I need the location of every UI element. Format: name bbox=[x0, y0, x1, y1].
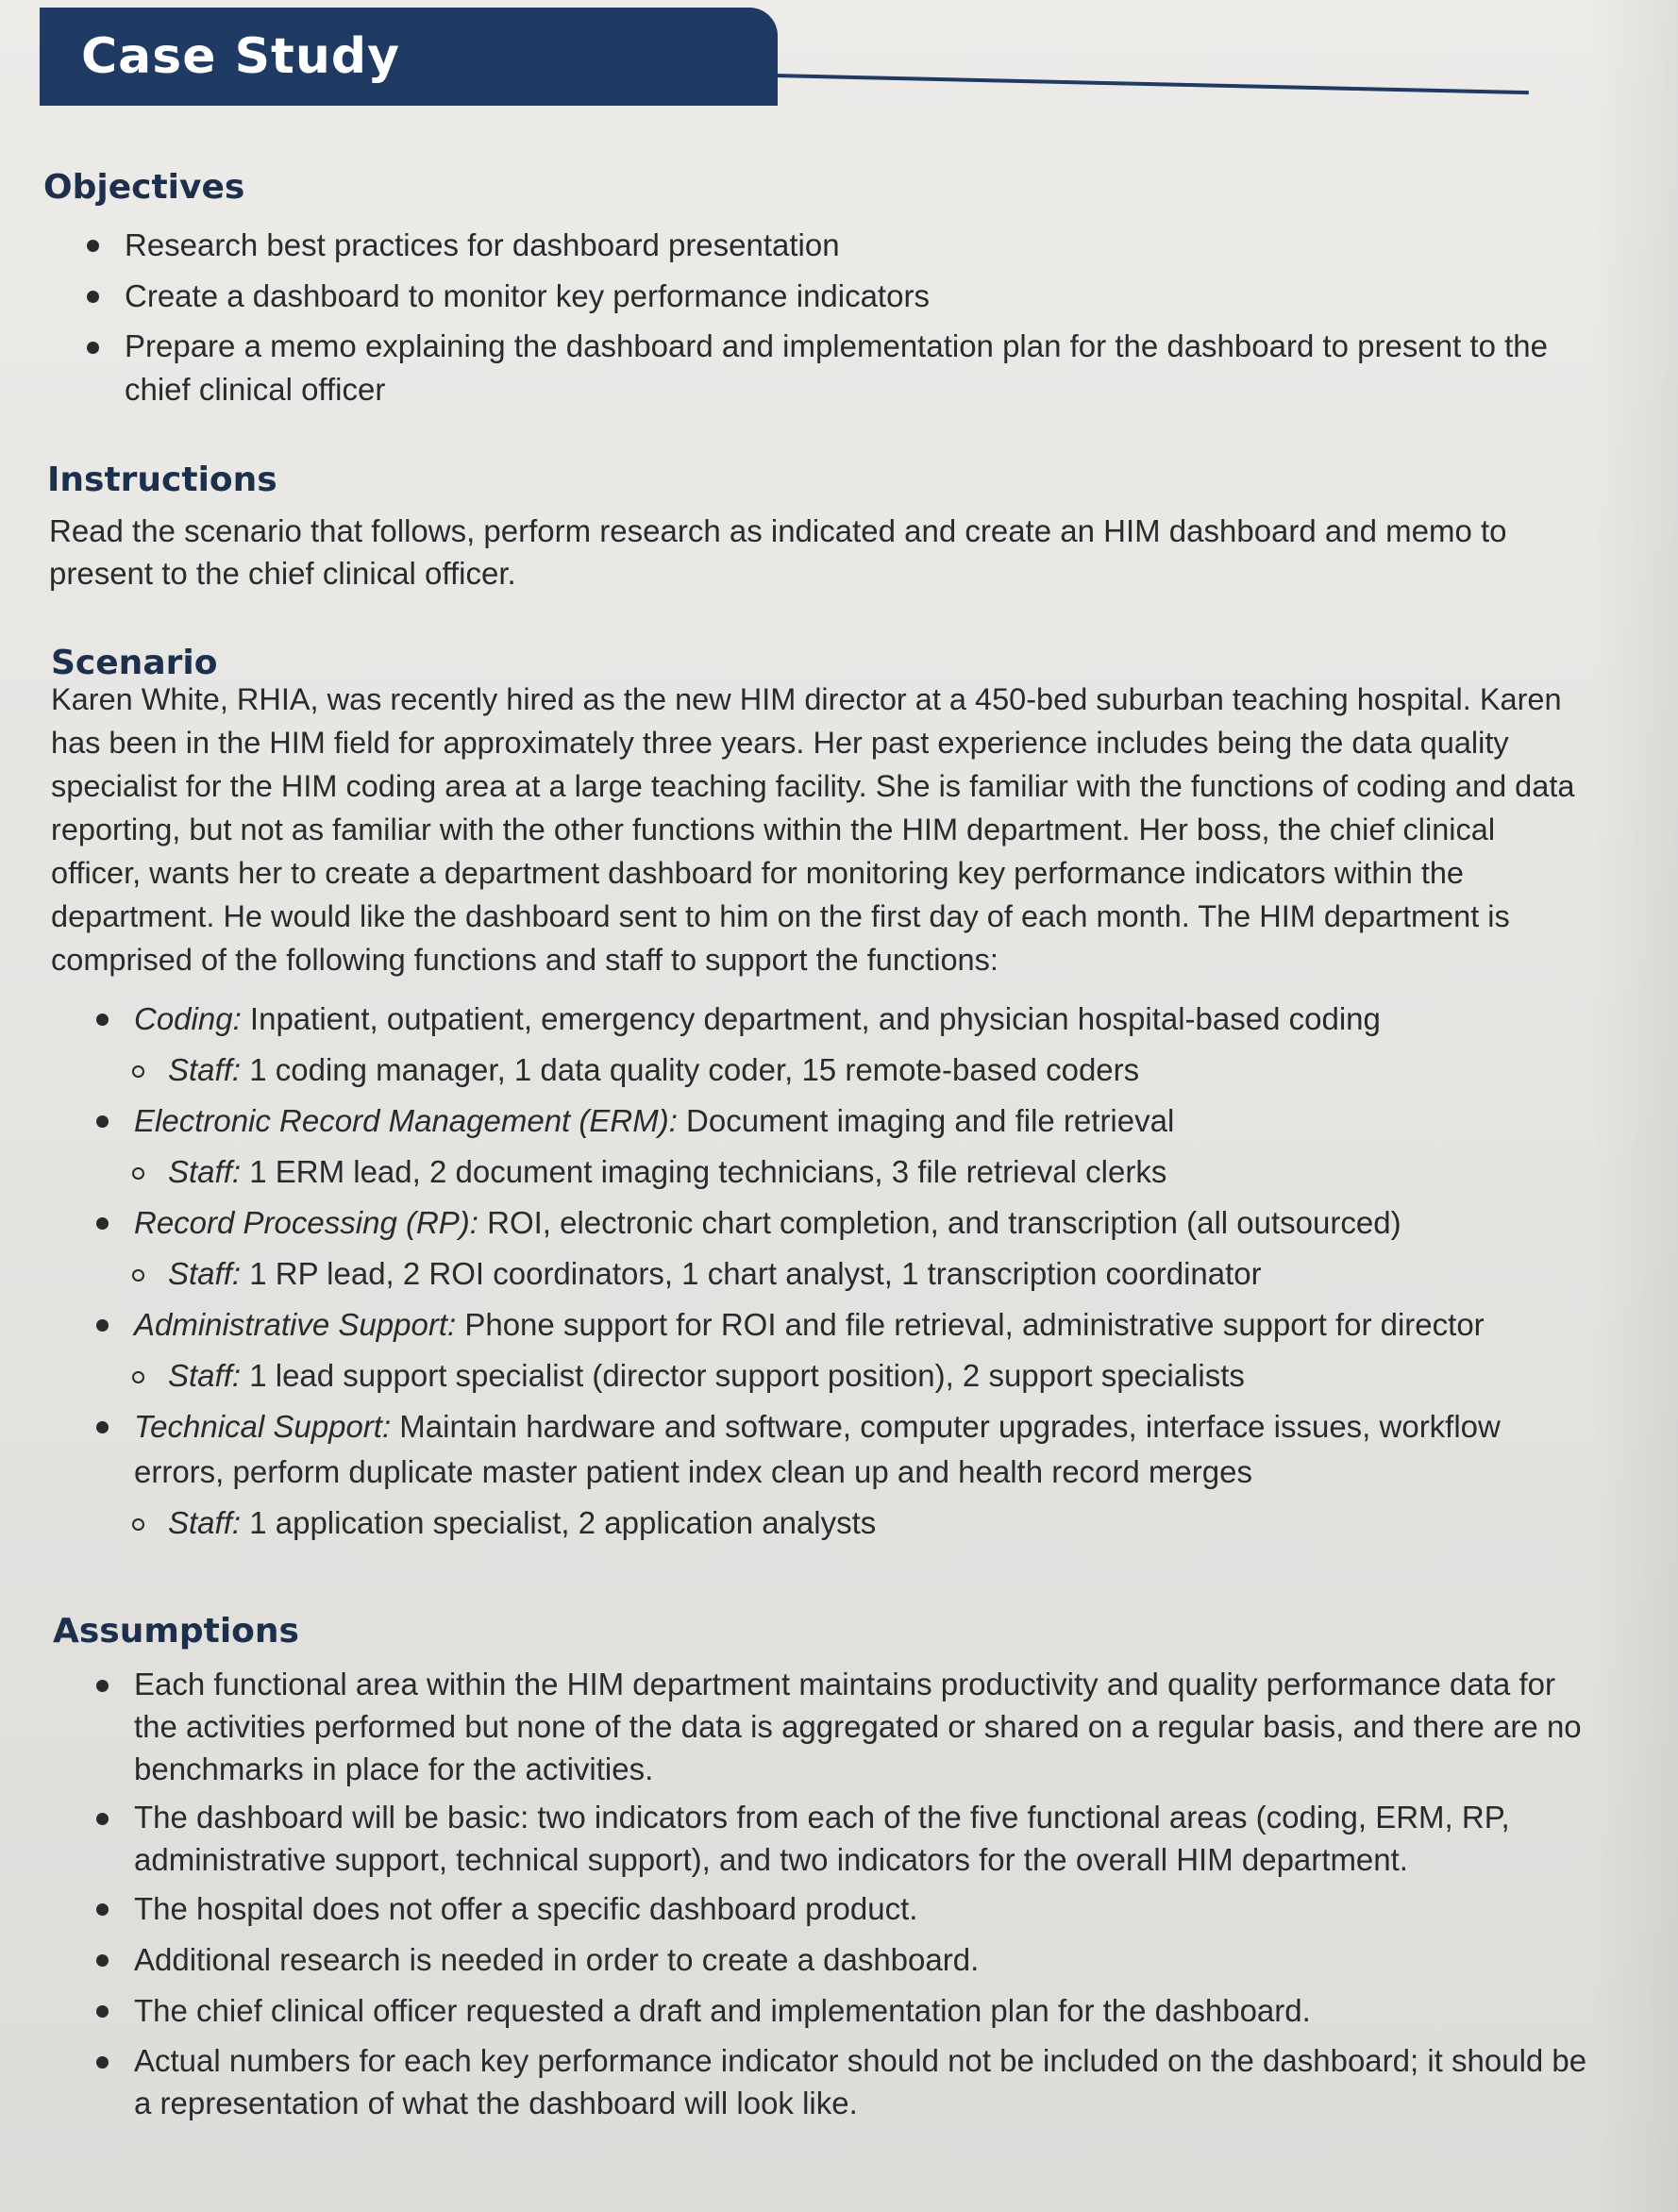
case-study-title: Case Study bbox=[81, 28, 401, 85]
function-label: Coding: bbox=[134, 1001, 242, 1036]
function-label: Record Processing (RP): bbox=[134, 1205, 478, 1240]
him-functions-list bbox=[91, 997, 1582, 1551]
function-item-erm bbox=[91, 1098, 1582, 1144]
function-item-rp bbox=[91, 1200, 1582, 1246]
function-staff bbox=[91, 1353, 1582, 1399]
function-label: Technical Support: bbox=[134, 1409, 392, 1444]
staff-desc: 1 coding manager, 1 data quality coder, 15 remote-based coders bbox=[241, 1052, 1140, 1087]
function-staff bbox=[91, 1149, 1582, 1195]
assumption-item: Each functional area within the HIM department maintains productivity and quality performance data for the activities performed but none of the data is aggregated or shared on a regular basis, and there are no benchmarks in place for the activities. bbox=[91, 1663, 1601, 1790]
function-desc: Maintain hardware and software, computer upgrades, interface issues, workflow errors, perform duplicate master patient index clean up and health record merges bbox=[134, 1409, 1501, 1489]
assumption-item: The dashboard will be basic: two indicators from each of the five functional areas (coding, ERM, RP, administrative support, technical support), and two indicators for the overall HIM department. bbox=[91, 1796, 1601, 1881]
instructions-heading: Instructions bbox=[47, 461, 277, 499]
function-label: Administrative Support: bbox=[134, 1307, 457, 1342]
assumptions-list bbox=[91, 1663, 1601, 2130]
assumptions-heading: Assumptions bbox=[53, 1612, 299, 1651]
assumption-item: The hospital does not offer a specific dashboard product. bbox=[91, 1886, 1601, 1932]
function-item-admin-support bbox=[91, 1302, 1582, 1348]
function-desc: Inpatient, outpatient, emergency department, and physician hospital-based coding bbox=[241, 1001, 1381, 1036]
assumption-item: The chief clinical officer requested a draft and implementation plan for the dashboard. bbox=[91, 1988, 1601, 2034]
scenario-heading: Scenario bbox=[51, 644, 218, 682]
staff-desc: 1 lead support specialist (director support position), 2 support specialists bbox=[241, 1358, 1245, 1393]
function-staff bbox=[91, 1500, 1582, 1546]
function-desc: ROI, electronic chart completion, and transcription (all outsourced) bbox=[478, 1205, 1401, 1240]
function-desc: Phone support for ROI and file retrieval, administrative support for director bbox=[456, 1307, 1485, 1342]
function-label: Electronic Record Management (ERM): bbox=[134, 1103, 678, 1138]
page-gutter-shadow bbox=[1593, 0, 1678, 2212]
function-desc: Document imaging and file retrieval bbox=[677, 1103, 1175, 1138]
objectives-list bbox=[81, 223, 1553, 417]
objectives-heading: Objectives bbox=[43, 168, 245, 207]
staff-label: Staff: bbox=[168, 1154, 242, 1189]
function-item-technical-support bbox=[91, 1404, 1582, 1495]
function-staff bbox=[91, 1251, 1582, 1297]
objective-item: Create a dashboard to monitor key performance indicators bbox=[81, 274, 1553, 319]
instructions-text: Read the scenario that follows, perform research as indicated and create an HIM dashboard and memo to present to the chief clinical officer. bbox=[49, 513, 1507, 591]
function-item-coding bbox=[91, 997, 1582, 1042]
staff-desc: 1 ERM lead, 2 document imaging technicians, 3 file retrieval clerks bbox=[241, 1154, 1167, 1189]
objective-item: Prepare a memo explaining the dashboard and implementation plan for the dashboard to present to the chief clinical officer bbox=[81, 325, 1553, 411]
staff-label: Staff: bbox=[168, 1256, 242, 1291]
staff-label: Staff: bbox=[168, 1505, 242, 1540]
objective-item: Research best practices for dashboard presentation bbox=[81, 223, 1553, 268]
scenario-text: Karen White, RHIA, was recently hired as the new HIM director at a 450-bed suburban teaching hospital. Karen has been in the HIM field for approximately three years. Her past experience includes being the data quality specialist for the HIM coding area at a large teaching facility. She is familiar with the functions of coding and data reporting, but not as familiar with the other functions within the HIM department. Her boss, the chief clinical officer, wants her to create a department dashboard for monitoring key performance indicators within the department. He would like the dashboard sent to him on the first day of each month. The HIM department is comprised of the following functions and staff to support the functions: bbox=[51, 682, 1575, 977]
staff-label: Staff: bbox=[168, 1052, 242, 1087]
assumption-item: Actual numbers for each key performance indicator should not be included on the dashboard; it should be a representation of what the dashboard will look like. bbox=[91, 2039, 1601, 2124]
function-staff bbox=[91, 1047, 1582, 1093]
assumption-item: Additional research is needed in order to create a dashboard. bbox=[91, 1937, 1601, 1983]
staff-desc: 1 RP lead, 2 ROI coordinators, 1 chart analyst, 1 transcription coordinator bbox=[241, 1256, 1262, 1291]
staff-desc: 1 application specialist, 2 application analysts bbox=[241, 1505, 877, 1540]
staff-label: Staff: bbox=[168, 1358, 242, 1393]
banner-rule bbox=[774, 74, 1529, 94]
